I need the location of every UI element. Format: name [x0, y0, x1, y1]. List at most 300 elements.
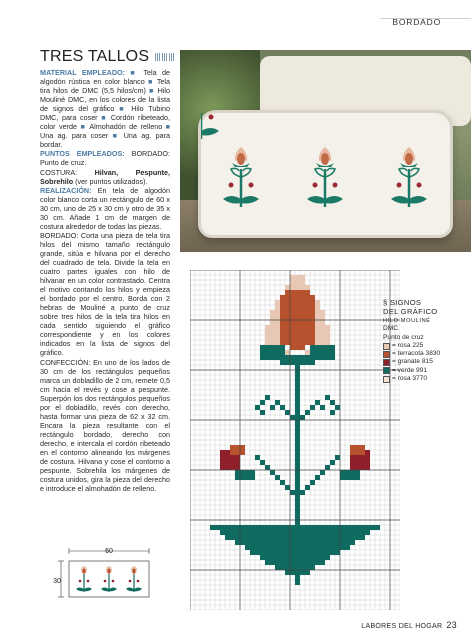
stitch — [285, 295, 290, 300]
stitch — [235, 540, 240, 545]
stitch — [330, 345, 335, 350]
stitch — [320, 555, 325, 560]
stitch — [270, 350, 275, 355]
stitch — [320, 335, 325, 340]
legend-brand: HILO MOULINÉ — [383, 318, 431, 324]
stitch — [325, 350, 330, 355]
stitch — [250, 540, 255, 545]
stitch — [280, 540, 285, 545]
legend-row — [383, 342, 463, 350]
stitch — [310, 320, 315, 325]
stitch — [295, 580, 300, 585]
stitch — [295, 460, 300, 465]
stitch — [250, 545, 255, 550]
stitch — [235, 465, 240, 470]
stitch — [290, 300, 295, 305]
stitch — [300, 315, 305, 320]
stitch — [275, 350, 280, 355]
stitch — [280, 560, 285, 565]
stitch — [330, 535, 335, 540]
stitch — [310, 310, 315, 315]
stitch — [295, 560, 300, 565]
stitch — [290, 305, 295, 310]
stitch — [320, 525, 325, 530]
stitch — [275, 325, 280, 330]
stitch — [275, 530, 280, 535]
stitch — [310, 305, 315, 310]
stitch — [275, 300, 280, 305]
stitch — [285, 330, 290, 335]
stitch — [290, 295, 295, 300]
stitch — [275, 315, 280, 320]
stitch — [295, 535, 300, 540]
legend-row — [383, 375, 463, 383]
stitch — [295, 445, 300, 450]
stitch — [295, 440, 300, 445]
stitch — [265, 530, 270, 535]
materials-label: MATERIAL EMPLEADO: — [40, 68, 125, 77]
stitch — [290, 320, 295, 325]
stitch — [275, 535, 280, 540]
stitch — [350, 525, 355, 530]
stitch — [295, 550, 300, 555]
stitch — [310, 295, 315, 300]
stitch — [265, 355, 270, 360]
stitch — [320, 345, 325, 350]
stitch — [305, 535, 310, 540]
stitch — [355, 530, 360, 535]
stitch — [325, 550, 330, 555]
stitch — [285, 530, 290, 535]
stitch — [275, 555, 280, 560]
stitch — [330, 355, 335, 360]
stitch — [295, 520, 300, 525]
stitch — [285, 350, 290, 355]
stitch — [290, 540, 295, 545]
stitch — [285, 535, 290, 540]
material-item: Tela tira hilos de DMC (5,5 hilos/cm) — [40, 77, 170, 96]
stitch — [345, 530, 350, 535]
stitch — [300, 335, 305, 340]
stitch — [325, 335, 330, 340]
stitch — [350, 465, 355, 470]
stitch — [300, 560, 305, 565]
stitch — [235, 475, 240, 480]
stitch — [275, 345, 280, 350]
title-row — [40, 48, 175, 66]
stitch — [295, 330, 300, 335]
stitch — [355, 460, 360, 465]
stitch — [265, 550, 270, 555]
stitch — [290, 490, 295, 495]
stitch — [360, 450, 365, 455]
stitch — [320, 550, 325, 555]
stitch — [250, 475, 255, 480]
stitch — [295, 290, 300, 295]
swatch-icon — [383, 367, 390, 374]
stitch — [350, 455, 355, 460]
stitch — [305, 310, 310, 315]
stitch — [355, 455, 360, 460]
stitch — [320, 340, 325, 345]
stitch — [310, 560, 315, 565]
pillow-flower — [307, 147, 343, 207]
stitch — [305, 550, 310, 555]
stitch — [315, 560, 320, 565]
stitch — [345, 525, 350, 530]
stitch — [350, 470, 355, 475]
stitch — [310, 565, 315, 570]
stitch — [280, 300, 285, 305]
stitch — [285, 545, 290, 550]
stitch — [325, 345, 330, 350]
stitch — [295, 385, 300, 390]
stitch — [300, 330, 305, 335]
stitch — [360, 445, 365, 450]
pillow-embroidery — [201, 113, 450, 235]
stitch — [280, 525, 285, 530]
confeccion-paragraph: CONFECCIÓN: En uno de los lados de 30 cm de los rectángulos pequeños marca un dobladillo de 2 cm, remete 0,5 cm hacia el revés y cose a pespunte. Superpón los dos rectángulos pequeños por el dobladillo, revés con derecho, hasta formar una pieza de 62 x 32 cm. Encara la pieza resultante con el rectángulo bordado, derecho con derecho, e intercala el cordón ribeteado en el contorno alineando los márgenes de costura. Hilvana y cose el contorno a pespunte. Sobrehila los márgenes de costura unidos, gira la pieza del derecho e introduce el almohadón de relleno. — [40, 357, 170, 494]
stitch — [245, 475, 250, 480]
stitch — [280, 320, 285, 325]
stitch — [225, 450, 230, 455]
stitch — [270, 340, 275, 345]
costura-tail: (ver puntos utilizados). — [73, 176, 148, 186]
stitch — [335, 530, 340, 535]
stitch — [255, 525, 260, 530]
stitch — [315, 545, 320, 550]
stitch — [305, 360, 310, 365]
stitch — [290, 330, 295, 335]
stitch — [335, 455, 340, 460]
stitch — [285, 315, 290, 320]
bullet-icon: ■ — [149, 86, 155, 96]
stitch — [275, 540, 280, 545]
stitch — [300, 320, 305, 325]
height-label: 30 — [53, 578, 61, 585]
stitch — [235, 530, 240, 535]
stitch — [265, 340, 270, 345]
stitch — [235, 455, 240, 460]
stitch — [235, 525, 240, 530]
stitch — [260, 540, 265, 545]
stitch — [275, 310, 280, 315]
stitch — [290, 280, 295, 285]
stitch — [305, 530, 310, 535]
realization-paragraph — [40, 186, 170, 231]
stitch — [320, 560, 325, 565]
stitch — [265, 465, 270, 470]
legend-brand2: DMC — [383, 325, 399, 333]
stitch — [265, 325, 270, 330]
stitch — [335, 405, 340, 410]
stitch — [280, 310, 285, 315]
stitch — [305, 410, 310, 415]
stitch — [300, 540, 305, 545]
stitch — [270, 345, 275, 350]
stitch — [305, 325, 310, 330]
stitch — [360, 535, 365, 540]
stitch — [300, 535, 305, 540]
stitch — [295, 455, 300, 460]
stitch — [235, 535, 240, 540]
stitch — [255, 545, 260, 550]
stitch — [290, 345, 295, 350]
stitch — [295, 435, 300, 440]
bullet-icon: ■ — [130, 68, 139, 77]
stitch — [365, 460, 370, 465]
stitch — [300, 415, 305, 420]
stitch — [350, 530, 355, 535]
stitch — [270, 325, 275, 330]
material-item: Una ag. para bordar. — [40, 131, 171, 150]
stitch — [245, 545, 250, 550]
bordado-paragraph: BORDADO: Corta una pieza de tela tira hilos del mismo tamaño rectángulo grande, sitúa e hilvana por el derecho del cuadrado de tela. Divide la tela en cuatro partes iguales con hilo de hilvanar en un color contrastado. Centra el motivo contando los hilos y empieza el bordado por el centro. Borda con 2 hebras de Mouliné a punto de cruz sobre tres hilos de la tela tira hilos en cada sentido siguiendo el gráfico correspondiente y en los colores indicados en la lista de signos del gráfico. — [40, 230, 170, 358]
cushion-photo — [180, 50, 471, 252]
stitch — [260, 545, 265, 550]
stitch — [320, 315, 325, 320]
stitch — [215, 525, 220, 530]
stitch — [310, 335, 315, 340]
stitch — [270, 525, 275, 530]
stitch — [265, 525, 270, 530]
stitch — [295, 380, 300, 385]
stitch — [285, 410, 290, 415]
stitch — [305, 560, 310, 565]
stitch — [260, 460, 265, 465]
stitch — [265, 545, 270, 550]
stitch — [270, 355, 275, 360]
stitch — [275, 340, 280, 345]
stitch — [295, 325, 300, 330]
stitch — [295, 545, 300, 550]
stitch — [250, 525, 255, 530]
stitch — [315, 535, 320, 540]
stitch — [295, 490, 300, 495]
stitch — [260, 535, 265, 540]
material-item: Cordón ribeteado, color verde — [40, 113, 171, 132]
stitch — [300, 290, 305, 295]
stitch — [280, 480, 285, 485]
stitch — [300, 550, 305, 555]
stitch — [310, 535, 315, 540]
stitch — [340, 475, 345, 480]
stitch — [225, 530, 230, 535]
stitch — [330, 525, 335, 530]
points-bordado: BORDADO: Punto de cruz. — [40, 149, 170, 168]
stitch — [365, 525, 370, 530]
stitch — [280, 335, 285, 340]
stitch — [295, 405, 300, 410]
stitch — [290, 560, 295, 565]
stitch — [305, 290, 310, 295]
stitch — [295, 565, 300, 570]
stitch — [300, 530, 305, 535]
stitch — [280, 550, 285, 555]
stitch — [340, 470, 345, 475]
stitch — [265, 345, 270, 350]
stitch — [295, 370, 300, 375]
stitch — [255, 540, 260, 545]
stitch — [285, 290, 290, 295]
stitch — [260, 355, 265, 360]
realization-label: REALIZACIÓN: — [40, 185, 92, 195]
stitch — [245, 535, 250, 540]
stitch — [295, 315, 300, 320]
swatch-icon — [383, 343, 390, 350]
stitch — [240, 475, 245, 480]
stitch — [220, 455, 225, 460]
stitch — [365, 530, 370, 535]
stitch — [330, 410, 335, 415]
stitch — [295, 305, 300, 310]
legend-label: = rosa 225 — [392, 341, 424, 349]
stitch — [280, 565, 285, 570]
legend-label: = granate 815 — [392, 358, 433, 366]
stitch — [245, 530, 250, 535]
stitch — [350, 535, 355, 540]
stitch — [275, 355, 280, 360]
stitch — [235, 445, 240, 450]
stitch — [305, 295, 310, 300]
stitch — [310, 550, 315, 555]
stitch — [315, 550, 320, 555]
stitch — [315, 350, 320, 355]
stitch — [295, 530, 300, 535]
bullet-icon: ■ — [112, 131, 120, 141]
stitch — [370, 525, 375, 530]
swatch-icon — [383, 376, 390, 383]
stitch — [315, 525, 320, 530]
stitch — [270, 310, 275, 315]
stitch — [305, 485, 310, 490]
stitch — [305, 330, 310, 335]
stitch — [295, 465, 300, 470]
pillow-flower — [391, 147, 427, 207]
stitch — [305, 525, 310, 530]
bullet-icon: ■ — [148, 77, 154, 87]
materials-paragraph — [40, 68, 170, 149]
stitch — [310, 350, 315, 355]
stitch — [290, 530, 295, 535]
stitch — [290, 550, 295, 555]
stitch — [315, 305, 320, 310]
stitch — [265, 395, 270, 400]
stitch — [280, 340, 285, 345]
stitch — [300, 340, 305, 345]
magazine-name: LABORES DEL HOGAR — [361, 623, 443, 630]
stitch — [245, 540, 250, 545]
stitch — [305, 565, 310, 570]
stitch — [340, 530, 345, 535]
stitch — [220, 525, 225, 530]
material-item: Hilo Tubino DMC, para coser — [40, 104, 171, 123]
stitch — [230, 445, 235, 450]
stitch — [350, 450, 355, 455]
stitch — [325, 465, 330, 470]
stitch — [305, 350, 310, 355]
stitch — [310, 545, 315, 550]
stitch — [295, 515, 300, 520]
article-title: TRES TALLOS — [40, 48, 150, 65]
stitch — [360, 460, 365, 465]
stitch — [280, 345, 285, 350]
stitch — [270, 470, 275, 475]
stitch — [310, 525, 315, 530]
stitch — [315, 325, 320, 330]
stitch — [295, 310, 300, 315]
stitch — [270, 550, 275, 555]
stitch — [335, 550, 340, 555]
stitch — [255, 455, 260, 460]
stitch — [355, 470, 360, 475]
stitch — [295, 575, 300, 580]
stitch — [225, 455, 230, 460]
stitch — [225, 465, 230, 470]
stitch — [270, 530, 275, 535]
stitch — [225, 460, 230, 465]
stitch — [240, 540, 245, 545]
stitch — [290, 275, 295, 280]
stitch — [310, 330, 315, 335]
stitch — [310, 555, 315, 560]
stitch — [310, 340, 315, 345]
stitch — [290, 325, 295, 330]
stitch — [300, 285, 305, 290]
stitch — [315, 335, 320, 340]
legend-label: = rosa 3770 — [392, 375, 428, 383]
legend-icon: § — [383, 298, 390, 307]
stitch — [320, 310, 325, 315]
stitch — [315, 555, 320, 560]
width-label: 60 — [105, 548, 113, 555]
stitch — [285, 540, 290, 545]
stitch — [260, 530, 265, 535]
stitch — [245, 525, 250, 530]
stitch — [250, 470, 255, 475]
stitch — [285, 285, 290, 290]
stitch — [315, 315, 320, 320]
stitch — [295, 480, 300, 485]
stitch — [350, 445, 355, 450]
stitch — [285, 550, 290, 555]
stitch — [360, 465, 365, 470]
stitch — [345, 545, 350, 550]
stitch — [295, 285, 300, 290]
stitch — [240, 530, 245, 535]
stitch — [240, 525, 245, 530]
stitch — [345, 475, 350, 480]
stitch — [300, 355, 305, 360]
stitch — [275, 475, 280, 480]
stitch — [295, 470, 300, 475]
stitch — [295, 320, 300, 325]
stitch — [330, 400, 335, 405]
stitch — [295, 500, 300, 505]
stitch — [255, 405, 260, 410]
stitch — [295, 415, 300, 420]
stitch — [270, 535, 275, 540]
stitch — [340, 545, 345, 550]
stitch — [270, 540, 275, 545]
stitch — [290, 355, 295, 360]
stitch — [230, 535, 235, 540]
stitch — [280, 350, 285, 355]
realization-text: En tela de algodón color blanco corta un rectángulo de 60 x 30 cm, uno de 25 x 30 cm y otro de 35 x 30 cm. Añade 1 cm de margen de costura alrededor de todas las piezas. — [40, 185, 171, 231]
stitch — [305, 355, 310, 360]
stitch — [265, 540, 270, 545]
legend-title-line1: SIGNOS — [389, 298, 422, 307]
